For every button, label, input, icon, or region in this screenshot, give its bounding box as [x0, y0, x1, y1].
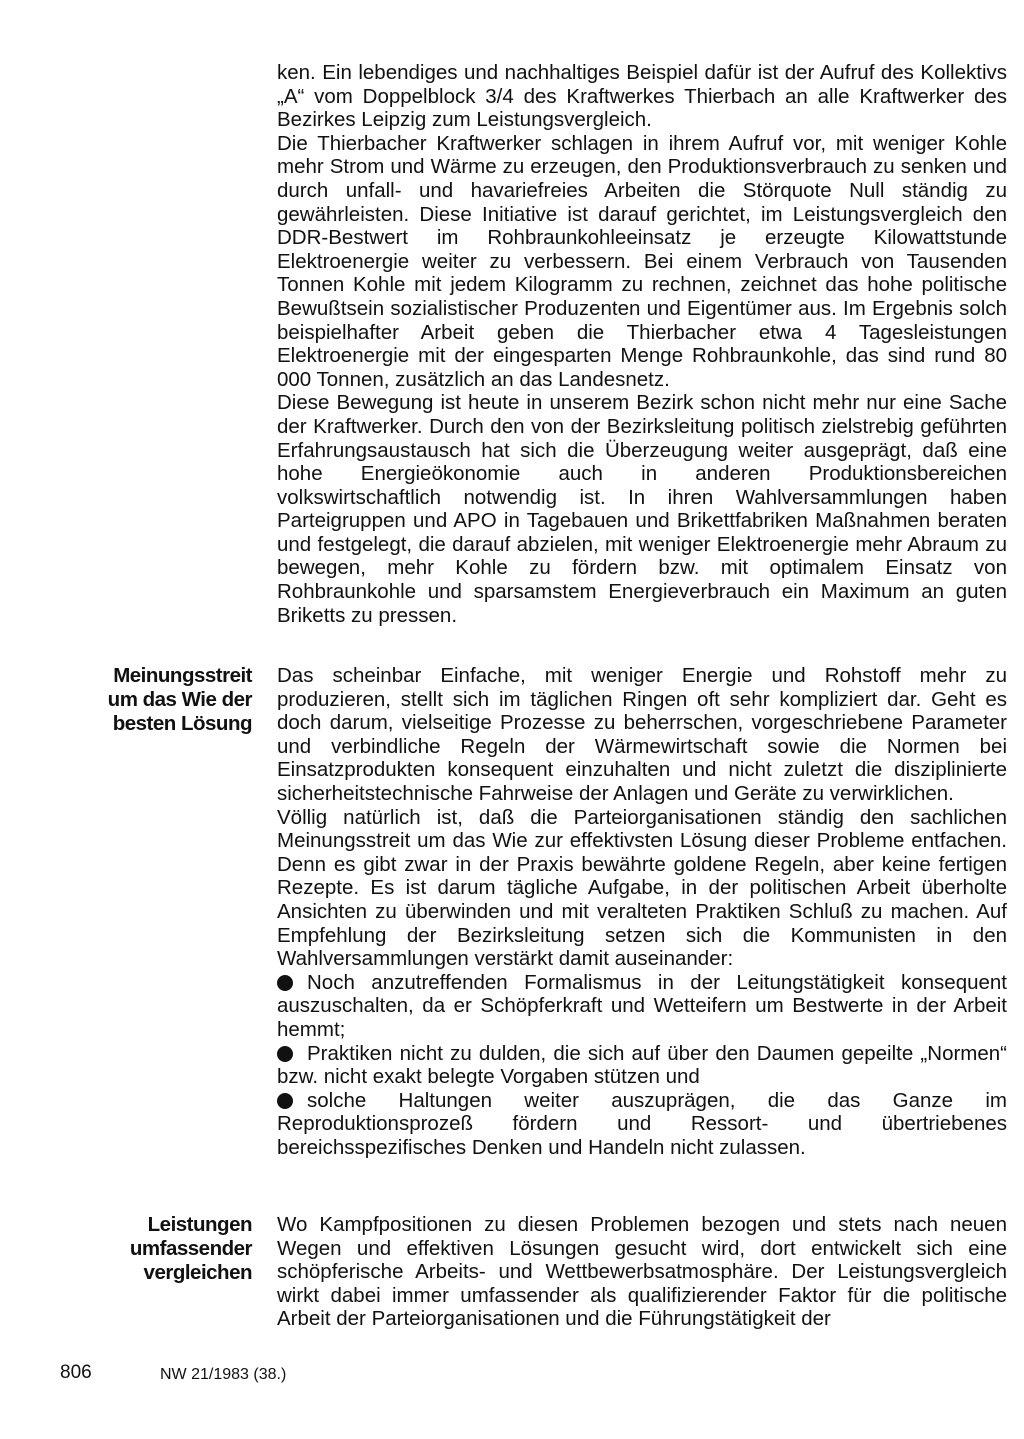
bullet-text: Noch anzutreffenden Formalismus in der Leitungstätigkeit konsequent auszuschalten, da er Schöpferkraft und Wetteifern um Bestwerte in der Arbeit hemmt; — [277, 970, 1007, 1041]
bullet-item — [277, 1042, 1007, 1089]
side-heading-line: besten Lösung — [112, 712, 252, 735]
bullet-item — [277, 971, 1007, 1042]
paragraph: ken. Ein lebendiges und nachhaltiges Beispiel dafür ist der Aufruf des Kollektivs „A“ vom Doppelblock 3/4 des Kraftwerkes Thierbach an alle Kraftwerker des Bezirkes Leipzig zum Leistungsvergleich. — [277, 61, 1007, 132]
bullet-icon — [277, 1093, 293, 1109]
section-leistungen-body — [277, 1213, 1007, 1331]
bullet-icon — [277, 975, 293, 991]
paragraph: Diese Bewegung ist heute in unserem Bezirk schon nicht mehr nur eine Sache der Kraftwerker. Durch den von der Bezirksleitung politisch zielstrebig geführten Erfahrungsaustausch hat sich die Überzeugung weiter ausgeprägt, daß eine hohe Energieökonomie auch in anderen Produktionsbereichen volkswirtschaftlich notwendig ist. In ihren Wahlversammlungen haben Parteigruppen und APO in Tagebauen und Brikettfabriken Maßnahmen beraten und festgelegt, die darauf abzielen, mit weniger Elektroenergie mehr Abraum zu bewegen, mehr Kohle zu fördern bzw. mit optimalem Einsatz von Rohbraunkohle und sparsamstem Energieverbrauch ein Maximum an guten Briketts zu pressen. — [277, 391, 1007, 627]
side-heading-line: umfassender — [129, 1237, 252, 1260]
section-top-body — [277, 61, 1007, 627]
bullet-icon — [277, 1046, 293, 1062]
bullet-text: solche Haltungen weiter auszuprägen, die das Ganze im Reproduktionsprozeß fördern und Ressort- und übertriebenes bereichsspezifisches Denken und Handeln nicht zulassen. — [277, 1088, 1007, 1159]
bullet-text: Praktiken nicht zu dulden, die sich auf über den Daumen gepeilte „Normen“ bzw. nicht exakt belegte Vorgaben stützen und — [277, 1041, 1007, 1089]
section-meinungsstreit-body — [277, 664, 1007, 1159]
page-number: 806 — [60, 1362, 92, 1383]
paragraph: Die Thierbacher Kraftwerker schlagen in ihrem Aufruf vor, mit weniger Kohle mehr Strom und Wärme zu erzeugen, den Produktionsverbrauch zu senken und durch unfall- und havariefreies Arbeiten die Störquote Null ständig zu gewährleisten. Diese Initiative ist darauf gerichtet, im Leistungsvergleich den DDR-Bestwert im Rohbraunkohleeinsatz je erzeugte Kilowattstunde Elektroenergie weiter zu verbessern. Bei einem Verbrauch von Tausenden Tonnen Kohle mit jedem Kilogramm zu rechnen, zeichnet das hohe politische Bewußtsein sozialistischer Produzenten und Eigentümer aus. Im Ergebnis solch beispielhafter Arbeit geben die Thierbacher etwa 4 Tagesleistungen Elektroenergie mit der eingesparten Menge Rohbraunkohle, das sind rund 80 000 Tonnen, zusätzlich an das Landesnetz. — [277, 131, 1007, 391]
paragraph: Völlig natürlich ist, daß die Parteiorganisationen ständig den sachlichen Meinungsstreit um das Wie zur effektivsten Lösung dieser Probleme entfachen. Denn es gibt zwar in der Praxis bewährte goldene Regeln, aber keine fertigen Rezepte. Es ist darum tägliche Aufgabe, in der politischen Arbeit überholte Ansichten zu überwinden und mit veralteten Praktiken Schluß zu machen. Auf Empfehlung der Bezirksleitung setzen sich die Kommunisten in den Wahlversammlungen verstärkt damit auseinander: — [277, 805, 1007, 971]
side-heading-leistungen — [60, 1213, 252, 1285]
bullet-item — [277, 1089, 1007, 1160]
issue-reference: NW 21/1983 (38.) — [160, 1366, 287, 1383]
side-heading-line: um das Wie der — [107, 688, 252, 711]
paragraph: Wo Kampfpositionen zu diesen Problemen bezogen und stets nach neuen Wegen und effektiven Lösungen gesucht wird, dort entwickelt sich eine schöpferische Arbeits- und Wettbewerbsatmosphäre. Der Leistungsvergleich wirkt dabei immer umfassender als qualifizierender Faktor für die politische Arbeit der Parteiorganisationen und die Führungstätigkeit der — [277, 1213, 1007, 1331]
side-heading-line: vergleichen — [143, 1261, 252, 1284]
side-heading-line: Meinungsstreit — [113, 664, 252, 687]
side-heading-meinungsstreit — [60, 664, 252, 736]
paragraph: Das scheinbar Einfache, mit weniger Energie und Rohstoff mehr zu produzieren, stellt sich im täglichen Ringen oft sehr kompliziert dar. Geht es doch darum, vielseitige Prozesse zu beherrschen, vorgeschriebene Parameter und verbindliche Regeln der Wärmewirtschaft sowie die Normen bei Einsatzprodukten konsequent einzuhalten und nicht zuletzt die disziplinierte sicherheitstechnische Fahrweise der Anlagen und Geräte zu verwirklichen. — [277, 664, 1007, 805]
side-heading-line: Leistungen — [147, 1213, 252, 1236]
